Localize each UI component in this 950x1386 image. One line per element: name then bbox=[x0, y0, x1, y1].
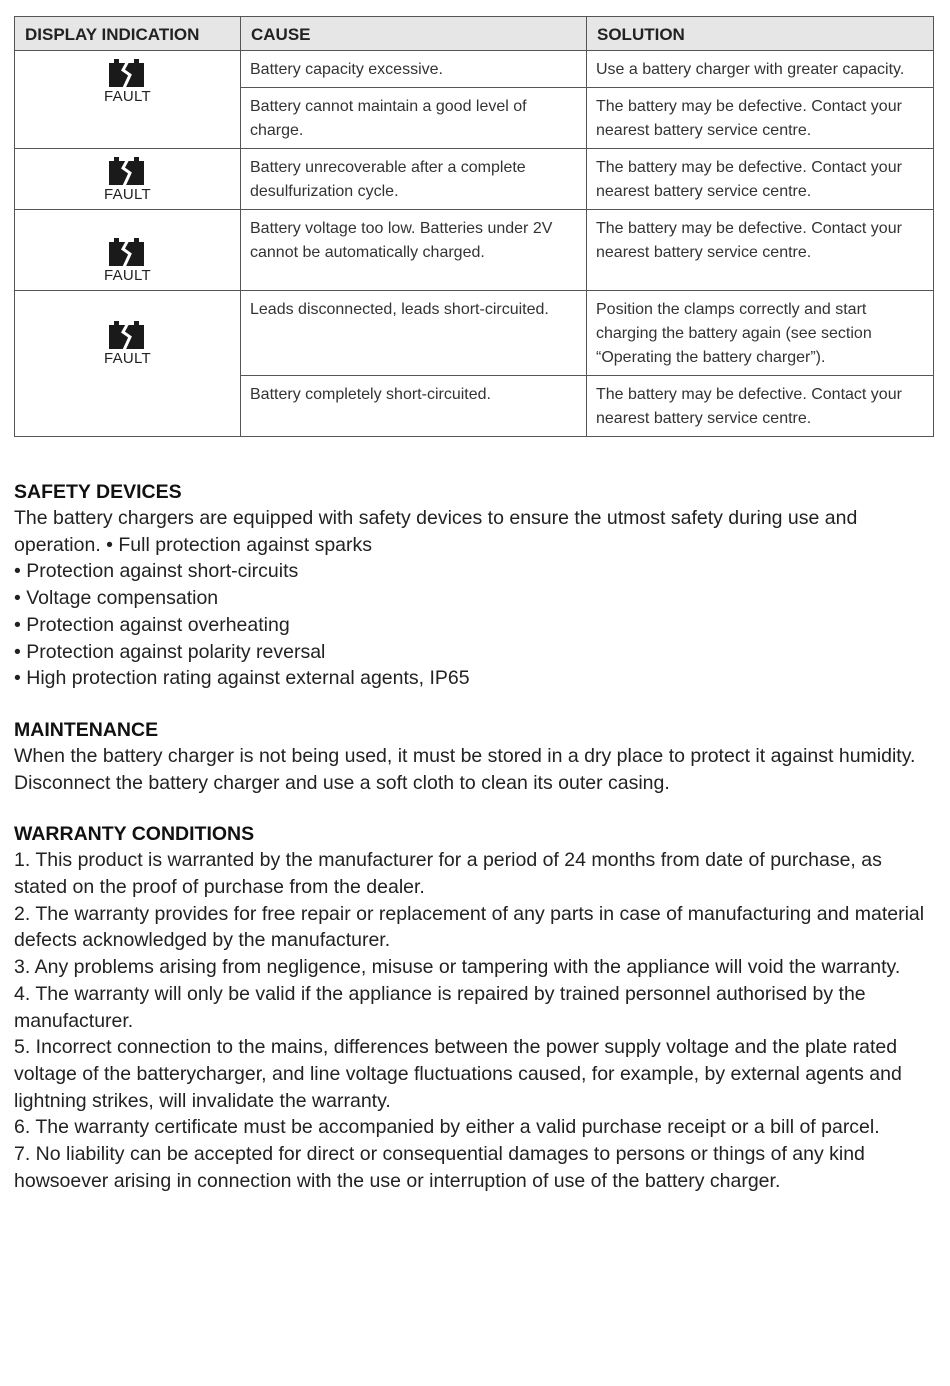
manual-page bbox=[14, 16, 934, 1194]
list-item: 5. Incorrect connection to the mains, differences between the power supply voltage and the plate rated voltage of the batterycharger, and line voltage fluctuations caused, for example, by external agents and lightning strikes, will invalidate the warranty. bbox=[14, 1036, 902, 1112]
table-row bbox=[15, 210, 934, 291]
header-cause: CAUSE bbox=[241, 17, 587, 51]
battery-fault-icon bbox=[108, 58, 146, 88]
fault-label: FAULT bbox=[103, 350, 152, 367]
display-indication-cell bbox=[15, 291, 241, 437]
battery-fault-icon bbox=[108, 237, 146, 267]
list-item: • Protection against polarity reversal bbox=[14, 640, 326, 663]
cause-cell: Battery cannot maintain a good level of charge. bbox=[241, 88, 587, 149]
solution-cell: The battery may be defective. Contact your nearest battery service centre. bbox=[587, 210, 934, 291]
list-item: 2. The warranty provides for free repair or replacement of any parts in case of manufacturing and material defects acknowledged by the manufacturer. bbox=[14, 902, 925, 952]
header-solution: SOLUTION bbox=[587, 17, 934, 51]
solution-cell: The battery may be defective. Contact your nearest battery service centre. bbox=[587, 376, 934, 437]
list-item: 1. This product is warranted by the manufacturer for a period of 24 months from date of purchase, as stated on the proof of purchase from the dealer. bbox=[14, 849, 882, 899]
display-indication-cell bbox=[15, 210, 241, 291]
fault-label: FAULT bbox=[103, 267, 152, 284]
solution-cell: The battery may be defective. Contact your nearest battery service centre. bbox=[587, 88, 934, 149]
list-item: • Voltage compensation bbox=[14, 587, 219, 610]
list-item: 7. No liability can be accepted for direct or consequential damages to persons or things of any kind howsoever arising in connection with the use or interruption of use of the battery charger. bbox=[14, 1143, 865, 1192]
list-item: 4. The warranty will only be valid if the appliance is repaired by trained personnel authorised by the manufacturer. bbox=[14, 982, 866, 1032]
table-header-row bbox=[15, 17, 934, 51]
table-row bbox=[15, 51, 934, 88]
safety-devices-heading: SAFETY DEVICES bbox=[14, 481, 182, 503]
battery-fault-icon bbox=[108, 320, 146, 350]
list-item: • Protection against short-circuits bbox=[14, 560, 299, 583]
battery-fault-icon bbox=[108, 156, 146, 186]
list-item: 6. The warranty certificate must be accompanied by either a valid purchase receipt or a bill of parcel. bbox=[14, 1116, 880, 1139]
safety-devices-section bbox=[14, 479, 934, 692]
display-indication-cell bbox=[15, 51, 241, 149]
list-item: • High protection rating against external agents, IP65 bbox=[14, 667, 470, 690]
fault-label: FAULT bbox=[103, 186, 152, 203]
solution-cell: The battery may be defective. Contact your nearest battery service centre. bbox=[587, 149, 934, 210]
warranty-section bbox=[14, 821, 934, 1194]
header-display-indication: DISPLAY INDICATION bbox=[15, 17, 241, 51]
list-item: 3. Any problems arising from negligence, misuse or tampering with the appliance will void the warranty. bbox=[14, 956, 901, 979]
solution-cell: Position the clamps correctly and start charging the battery again (see section “Operating the battery charger”). bbox=[587, 291, 934, 376]
warranty-heading: WARRANTY CONDITIONS bbox=[14, 823, 255, 846]
maintenance-text: When the battery charger is not being used, it must be stored in a dry place to protect it against humidity. Disconnect the battery charger and use a soft cloth to clean its outer casing. bbox=[14, 744, 916, 794]
maintenance-heading: MAINTENANCE bbox=[14, 718, 159, 741]
display-indication-cell bbox=[15, 149, 241, 210]
cause-cell: Battery voltage too low. Batteries under 2V cannot be automatically charged. bbox=[241, 210, 587, 291]
maintenance-section bbox=[14, 717, 934, 796]
cause-cell: Leads disconnected, leads short-circuited. bbox=[241, 291, 587, 376]
table-row bbox=[15, 149, 934, 210]
list-item: • Protection against overheating bbox=[14, 613, 290, 636]
table-row bbox=[15, 291, 934, 376]
fault-label: FAULT bbox=[103, 88, 152, 105]
cause-cell: Battery unrecoverable after a complete desulfurization cycle. bbox=[241, 149, 587, 210]
solution-cell: Use a battery charger with greater capacity. bbox=[587, 51, 934, 88]
cause-cell: Battery capacity excessive. bbox=[241, 51, 587, 88]
safety-intro: The battery chargers are equipped with safety devices to ensure the utmost safety during use and operation. • Full protection against sparks bbox=[14, 507, 858, 556]
cause-cell: Battery completely short-circuited. bbox=[241, 376, 587, 437]
fault-table bbox=[14, 16, 934, 437]
